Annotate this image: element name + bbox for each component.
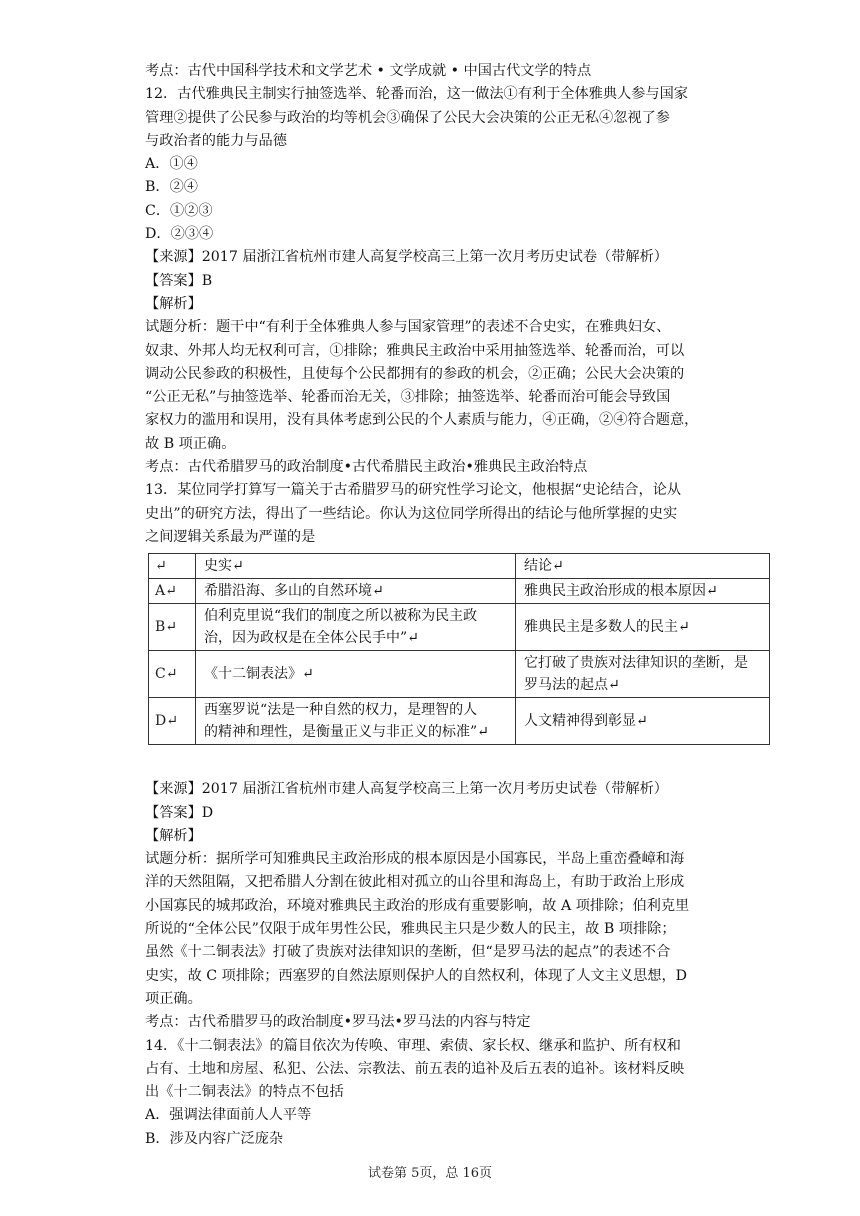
- row-conclusion-cell: [516, 651, 770, 698]
- knowledge-point-line: 考点：古代希腊罗马的政治制度•古代希腊民主政治•雅典民主政治特点: [145, 459, 588, 476]
- question-14-stem-line: 出《十二铜表法》的特点不包括: [145, 1084, 344, 1101]
- history-conclusion-table: [148, 553, 770, 745]
- option-b: B．涉及内容广泛庞杂: [145, 1130, 284, 1147]
- analysis-line: 试题分析：据所学可知雅典民主政治形成的根本原因是小国寡民，半岛上重峦叠嶂和海: [145, 851, 685, 868]
- analysis-line: 史实，故 C 项排除；西塞罗的自然法原则保护人的自然权利，体现了人文主义思想，D: [145, 967, 688, 984]
- analysis-line: 所说的“全体公民”仅限于成年男性公民，雅典民主只是少数人的民主，故 B 项排除；: [145, 921, 676, 938]
- spacer: [145, 745, 770, 778]
- option-a: A．强调法律面前人人平等: [145, 1107, 312, 1124]
- cell-text: 它打破了贵族对法律知识的垄断，是: [524, 655, 748, 672]
- row-key-cell: C↵: [149, 651, 196, 698]
- row-fact-cell: [196, 604, 516, 651]
- row-fact-cell: [196, 579, 516, 604]
- cell-text: 治，因为政权是在全体公民手中”↵: [204, 630, 419, 647]
- option-c: C．①②③: [145, 202, 213, 219]
- question-14-stem-line: 14．《十二铜表法》的篇目依次为传唤、审理、索债、家长权、继承和监护、所有权和: [145, 1037, 681, 1054]
- option-a: A．①④: [145, 156, 198, 173]
- row-key-cell: A↵: [149, 579, 196, 604]
- analysis-line: 项正确。: [145, 990, 202, 1007]
- question-13-stem-line: 之间逻辑关系最为严谨的是: [145, 528, 316, 545]
- header-fact-cell: 史实↵: [196, 554, 516, 579]
- row-key-cell: B↵: [149, 604, 196, 651]
- cell-text: 雅典民主政治形成的根本原因↵: [524, 583, 718, 600]
- analysis-line: 虽然《十二铜表法》打破了贵族对法律知识的垄断，但“是罗马法的起点”的表述不合: [145, 944, 671, 961]
- analysis-line: 洋的天然阻隔，又把希腊人分割在彼此相对孤立的山谷里和海岛上，有助于政治上形成: [145, 874, 685, 891]
- answer-line: 【答案】B: [145, 272, 213, 289]
- cell-text: 的精神和理性，是衡量正义与非正义的标准”↵: [204, 724, 489, 741]
- row-conclusion-cell: [516, 698, 770, 745]
- cell-text: 西塞罗说“法是一种自然的权力，是理智的人: [204, 702, 478, 719]
- question-14-block: [145, 1035, 770, 1151]
- analysis-heading: 【解析】: [145, 295, 202, 312]
- analysis-line: 奴隶、外邦人均无权利可言，①排除；雅典民主政治中采用抽签选举、轮番而治，可以: [145, 342, 685, 359]
- option-b: B．②④: [145, 179, 198, 196]
- header-key-cell: ↵: [149, 554, 196, 579]
- option-d: D．②③④: [145, 226, 214, 243]
- question-12-stem-line: 12．古代雅典民主制实行抽签选举、轮番而治，这一做法①有利于全体雅典人参与国家: [145, 86, 688, 103]
- cell-text: 罗马法的起点↵: [524, 677, 620, 694]
- table-row: [149, 698, 770, 745]
- question-12-stem-line: 管理②提供了公民参与政治的均等机会③确保了公民大会决策的公正无私④忽视了参: [145, 109, 670, 126]
- question-13-stem-line: 史出”的研究方法，得出了一些结论。你认为这位同学所得出的结论与他所掌握的史实: [145, 505, 678, 522]
- source-line: 【来源】2017 届浙江省杭州市建人高复学校高三上第一次月考历史试卷（带解析）: [145, 249, 668, 266]
- analysis-line: 故 B 项正确。: [145, 435, 236, 452]
- table-row: [149, 604, 770, 651]
- question-14-stem-line: 占有、土地和房屋、私犯、公法、宗教法、前五表的追补及后五表的追补。该材料反映: [145, 1060, 685, 1077]
- row-conclusion-cell: [516, 579, 770, 604]
- analysis-line: “公正无私”与抽签选举、轮番而治无关，③排除；抽签选举、轮番而治可能会导致国: [145, 389, 671, 406]
- table-header-row: [149, 554, 770, 579]
- page-footer: 试卷第 5页，总 16页: [367, 1166, 493, 1181]
- table-row: [149, 651, 770, 698]
- question-12-block: [145, 60, 770, 479]
- source-line: 【来源】2017 届浙江省杭州市建人高复学校高三上第一次月考历史试卷（带解析）: [145, 781, 668, 798]
- row-fact-cell: [196, 651, 516, 698]
- analysis-line: 试题分析：题干中“有利于全体雅典人参与国家管理”的表述不合史实，在雅典妇女、: [145, 319, 671, 336]
- cell-text: 雅典民主是多数人的民主↵: [524, 619, 690, 636]
- cell-text: 希腊沿海、多山的自然环境↵: [204, 583, 384, 600]
- analysis-line: 小国寡民的城邦政治，环境对雅典民主政治的形成有重要影响，故 A 项排除；伯利克里: [145, 897, 690, 914]
- exam-page: [145, 60, 770, 1151]
- analysis-line: 调动公民参政的积极性，且使每个公民都拥有的参政的机会，②正确；公民大会决策的: [145, 365, 685, 382]
- knowledge-point-line: 考点：古代希腊罗马的政治制度•罗马法•罗马法的内容与特定: [145, 1014, 531, 1031]
- question-12-stem-line: 与政治者的能力与品德: [145, 132, 287, 149]
- row-conclusion-cell: [516, 604, 770, 651]
- answer-line: 【答案】D: [145, 804, 214, 821]
- cell-text: 人文精神得到彰显↵: [524, 713, 648, 730]
- question-13-block: [145, 479, 770, 1034]
- text-line: 考点：古代中国科学技术和文学艺术 • 文学成就 • 中国古代文学的特点: [145, 63, 592, 79]
- row-fact-cell: [196, 698, 516, 745]
- analysis-line: 家权力的滥用和误用，没有具体考虑到公民的个人素质与能力，④正确，②④符合题意，: [145, 412, 699, 429]
- row-key-cell: D↵: [149, 698, 196, 745]
- analysis-heading: 【解析】: [145, 827, 202, 844]
- cell-text: 伯利克里说“我们的制度之所以被称为民主政: [204, 608, 478, 625]
- question-13-stem-line: 13．某位同学打算写一篇关于古希腊罗马的研究性学习论文，他根据“史论结合，论从: [145, 482, 682, 499]
- cell-text: 《十二铜表法》↵: [204, 666, 314, 683]
- header-conclusion-cell: 结论↵: [516, 554, 770, 579]
- table-row: [149, 579, 770, 604]
